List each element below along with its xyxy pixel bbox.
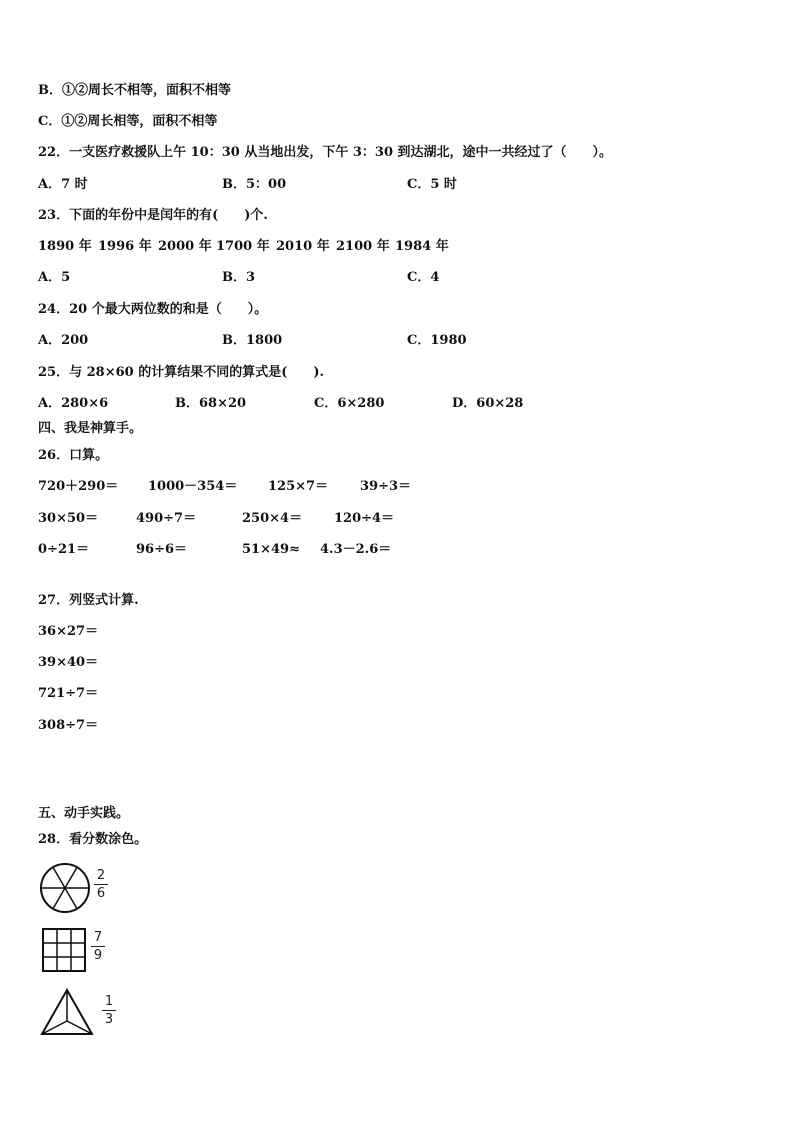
- q22-option-a: A．7 时: [38, 177, 88, 192]
- q23-option-a: A．5: [38, 270, 71, 285]
- q21-option-b: B．①②周长不相等，面积不相等: [38, 83, 231, 98]
- circle-six-parts-figure: [38, 862, 94, 914]
- q23-year: 1984 年: [395, 239, 449, 254]
- q23-year: 2000 年: [158, 239, 212, 254]
- fraction-numerator: 7: [93, 930, 103, 945]
- q21-option-c: C．①②周长相等，面积不相等: [38, 114, 218, 129]
- q24-question: 24．20 个最大两位数的和是（ ）。: [38, 302, 268, 317]
- q27-item: 308÷7＝: [38, 718, 99, 733]
- q22-question: 22．一支医疗救援队上午 10：30 从当地出发，下午 3：30 到达湖北，途中一共经过了（ ）。: [38, 145, 613, 160]
- fraction-label: [88, 930, 108, 963]
- q26-item: 0÷21＝: [38, 542, 90, 557]
- q26-item: 39÷3＝: [360, 479, 412, 494]
- fraction-denominator: 3: [104, 1012, 114, 1027]
- q27-question: 27．列竖式计算.: [38, 593, 139, 608]
- q23-year: 2010 年: [276, 239, 330, 254]
- q24-option-a: A．200: [38, 333, 89, 348]
- q26-question: 26．口算。: [38, 448, 109, 463]
- fraction-denominator: 9: [93, 948, 103, 963]
- q28-question: 28．看分数涂色。: [38, 832, 148, 847]
- q25-option-d: D．60×28: [452, 396, 524, 411]
- q24-option-c: C．1980: [407, 333, 467, 348]
- q23-question: 23．下面的年份中是闰年的有( )个.: [38, 208, 268, 223]
- q26-item: 250×4＝: [242, 511, 303, 526]
- q26-item: 120÷4＝: [334, 511, 395, 526]
- section-four-title: 四、我是神算手。: [38, 421, 143, 436]
- q25-question: 25．与 28×60 的计算结果不同的算式是( ).: [38, 365, 325, 380]
- q26-item: 30×50＝: [38, 511, 99, 526]
- fraction-bar: [94, 884, 108, 885]
- q26-item: 720＋290＝: [38, 479, 119, 494]
- fraction-denominator: 6: [96, 886, 106, 901]
- q23-year: 1996 年: [98, 239, 152, 254]
- fraction-numerator: 2: [96, 868, 106, 883]
- q25-option-c: C．6×280: [314, 396, 385, 411]
- fraction-bar: [102, 1010, 116, 1011]
- q26-item: 490÷7＝: [136, 511, 197, 526]
- q25-option-b: B．68×20: [175, 396, 247, 411]
- q23-year: 1700 年: [216, 239, 270, 254]
- q26-item: 96÷6＝: [136, 542, 188, 557]
- q26-item: 125×7＝: [268, 479, 329, 494]
- q22-option-b: B．5：00: [222, 177, 287, 192]
- q27-item: 36×27＝: [38, 624, 99, 639]
- q24-option-b: B．1800: [222, 333, 283, 348]
- q25-option-a: A．280×6: [38, 396, 109, 411]
- q26-item: 51×49≈: [242, 542, 300, 557]
- triangle-three-parts-figure: [40, 988, 98, 1038]
- q26-item: 1000－354＝: [148, 479, 238, 494]
- square-nine-parts-figure: [42, 928, 88, 974]
- q27-item: 721÷7＝: [38, 686, 99, 701]
- fraction-numerator: 1: [104, 994, 114, 1009]
- q22-option-c: C．5 时: [407, 177, 457, 192]
- q23-year: 1890 年: [38, 239, 92, 254]
- section-five-title: 五、动手实践。: [38, 806, 130, 821]
- q23-option-c: C．4: [407, 270, 440, 285]
- q23-year: 2100 年: [336, 239, 390, 254]
- fraction-label: [99, 994, 119, 1027]
- q26-item: 4.3－2.6＝: [320, 542, 392, 557]
- q23-option-b: B．3: [222, 270, 256, 285]
- fraction-bar: [91, 946, 105, 947]
- fraction-label: [91, 868, 111, 901]
- q27-item: 39×40＝: [38, 655, 99, 670]
